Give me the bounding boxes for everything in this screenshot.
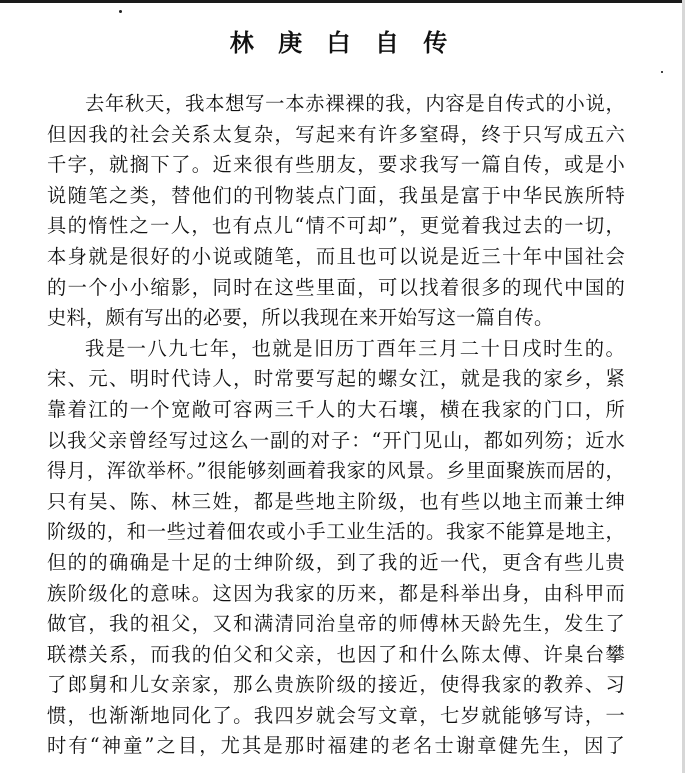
text-line: 但因我的社会关系太复杂，写起来有许多窒碍，终于只写成五六 xyxy=(47,122,625,146)
text-line: 以我父亲曾经写过这么一副的对子：“开门见山，都如列笏；近水 xyxy=(47,428,625,452)
text-line: 得月，浑欲举杯。”很能够刻画着我家的风景。乡里面聚族而居的， xyxy=(47,459,625,483)
page-title: 林 庚 白 自 传 xyxy=(229,29,456,57)
text-line: 千字，就搁下了。近来很有些朋友，要求我写一篇自传，或是小 xyxy=(47,153,625,177)
page-top-border xyxy=(0,0,685,3)
text-line: 去年秋天，我本想写一本赤裸裸的我，内容是自传式的小说， xyxy=(85,92,625,115)
text-line: 本身就是很好的小说或随笔，而且也可以说是近三十年中国社会 xyxy=(47,244,625,268)
text-line: 具的惰性之一人，也有点儿“情不可却”，更觉着我过去的一切， xyxy=(47,214,625,238)
text-line: 阶级的，和一些过着佃农或小手工业生活的。我家不能算是地主， xyxy=(47,520,625,544)
scan-speck xyxy=(661,71,663,73)
text-line: 族阶级化的意味。这因为我家的历来，都是科举出身，由科甲而 xyxy=(47,581,625,605)
text-line: 宋、元、明时代诗人，时常要写起的螺女江，就是我的家乡，紧 xyxy=(47,367,625,391)
text-line: 时有“神童”之目，尤其是那时福建的老名士谢章健先生，因了 xyxy=(47,734,625,758)
text-line: 我是一八九七年，也就是旧历丁酉年三月二十日戌时生的。 xyxy=(85,336,625,360)
text-line: 了郎舅和儿女亲家，那么贵族阶级的接近，使得我家的教养、习 xyxy=(47,673,625,697)
text-line: 说随笔之类，替他们的刊物装点门面，我虽是富于中华民族所特 xyxy=(47,183,625,207)
body-text xyxy=(47,89,625,762)
text-line: 靠着江的一个宽敞可容两三千人的大石壤，横在我家的门口，所 xyxy=(47,397,625,421)
text-line: 史料，颇有写出的必要，所以我现在来开始写这一篇自传。 xyxy=(47,306,554,330)
text-line: 做官，我的祖父，又和满清同治皇帝的师傅林天龄先生，发生了 xyxy=(47,612,625,636)
text-line: 但的的确确是十足的士绅阶级，到了我的近一代，更含有些儿贵 xyxy=(47,550,625,574)
text-line: 只有吴、陈、林三姓，都是些地主阶级，也有些以地主而兼士绅 xyxy=(47,489,625,513)
text-line: 联襟关系，而我的伯父和父亲，也因了和什么陈太傅、许臬台攀 xyxy=(47,642,625,666)
scan-speck xyxy=(119,10,122,13)
text-line: 惯，也渐渐地同化了。我四岁就会写文章，七岁就能够写诗，一 xyxy=(47,703,625,727)
text-line: 的一个小小缩影，同时在这些里面，可以找着很多的现代中国的 xyxy=(47,275,625,299)
